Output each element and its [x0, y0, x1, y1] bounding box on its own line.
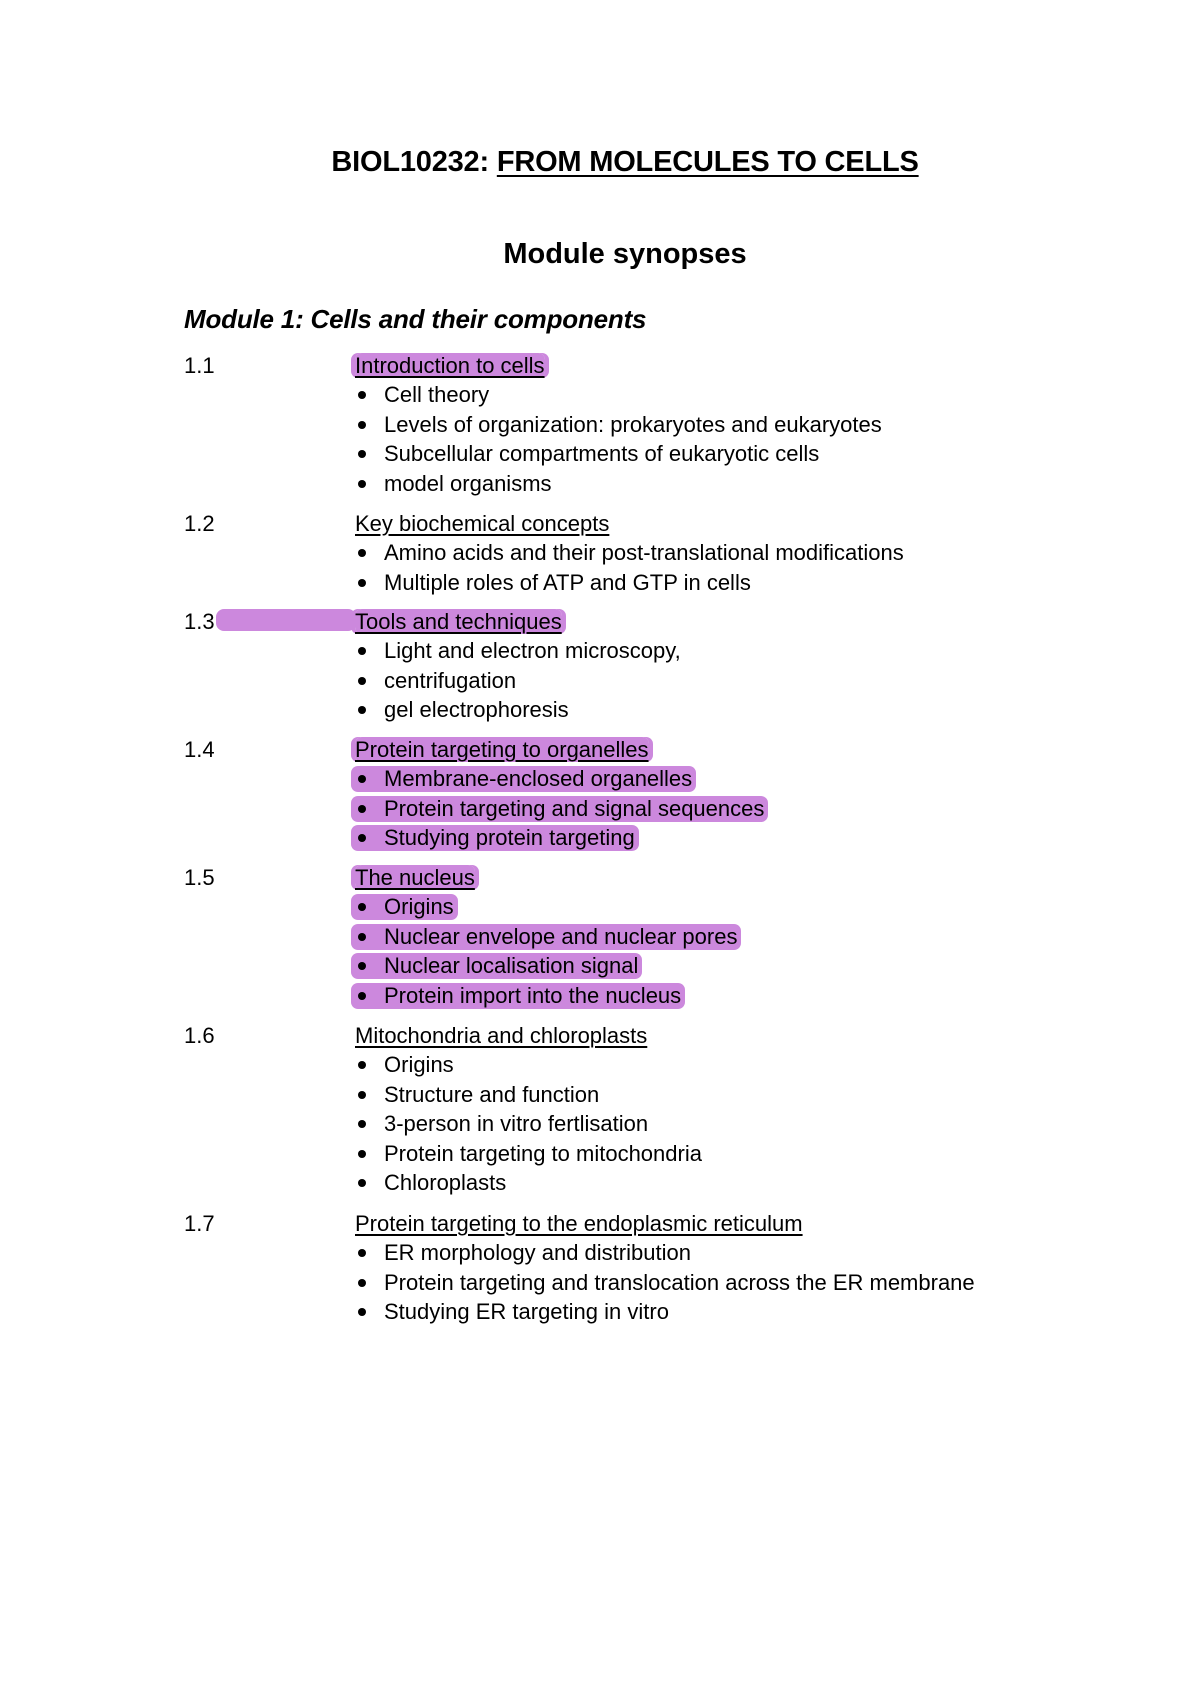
list-item	[355, 951, 737, 981]
course-code: BIOL10232:	[331, 146, 489, 178]
list-item-text: Protein import into the nucleus	[384, 982, 682, 1008]
bullet-icon	[358, 450, 366, 458]
bullet-icon	[358, 421, 366, 429]
list-item-text: Protein targeting to mitochondria	[384, 1140, 702, 1166]
bullet-icon	[358, 549, 366, 557]
section-number: 1.5	[184, 865, 215, 890]
section-number: 1.4	[184, 737, 215, 762]
list-item-body	[355, 894, 454, 920]
list-item	[355, 1109, 702, 1139]
section-bullet-list	[355, 892, 737, 1010]
list-item-text: Cell theory	[384, 382, 490, 407]
list-item-text: Levels of organization: prokaryotes and eukaryotes	[384, 411, 882, 437]
bullet-icon	[358, 579, 366, 587]
list-item-body	[355, 825, 635, 851]
list-item	[355, 1168, 702, 1198]
list-item-body	[355, 924, 737, 950]
section-title	[355, 1022, 647, 1050]
bullet-icon	[358, 480, 366, 488]
list-item-text: Origins	[384, 1052, 454, 1077]
section-title	[355, 510, 609, 538]
list-item-text: Nuclear localisation signal	[384, 953, 639, 978]
bullet-icon	[358, 647, 366, 655]
list-item-body	[355, 983, 681, 1009]
bullet-icon	[358, 1120, 366, 1128]
bullet-icon	[358, 992, 366, 1000]
section-title-text: Introduction to cells	[355, 353, 545, 378]
section-bullet-list	[355, 1238, 975, 1327]
section-bullet-list	[355, 380, 882, 498]
list-item-text: Nuclear envelope and nuclear pores	[384, 923, 738, 949]
list-item-text: Subcellular compartments of eukaryotic cells	[384, 441, 820, 466]
list-item-body	[355, 796, 764, 822]
list-item	[355, 981, 737, 1011]
list-item-text: gel electrophoresis	[384, 697, 569, 722]
bullet-icon	[358, 1308, 366, 1316]
list-item	[355, 1268, 975, 1298]
list-item	[355, 666, 681, 696]
bullet-icon	[358, 962, 366, 970]
list-item	[355, 636, 681, 666]
bullet-icon	[358, 1061, 366, 1069]
list-item-text: 3-person in vitro fertlisation	[384, 1111, 649, 1136]
section-title-text: Protein targeting to the endoplasmic reticulum	[355, 1211, 803, 1236]
section-title	[355, 864, 475, 892]
list-item	[355, 922, 737, 952]
list-item-body	[355, 953, 638, 979]
section-title	[355, 608, 562, 636]
list-item-text: Origins	[384, 894, 454, 919]
bullet-icon	[358, 933, 366, 941]
list-item-text: Studying protein targeting	[384, 825, 635, 850]
course-title	[0, 146, 1200, 179]
section-bullet-list	[355, 538, 904, 597]
list-item	[355, 1238, 975, 1268]
section-number: 1.3	[184, 609, 215, 634]
section-title-text: Mitochondria and chloroplasts	[355, 1023, 648, 1048]
list-item-text: Membrane-enclosed organelles	[384, 766, 693, 791]
section-number: 1.2	[184, 511, 215, 536]
list-item-text: Multiple roles of ATP and GTP in cells	[384, 569, 751, 595]
list-item	[355, 469, 882, 499]
bullet-icon	[358, 1179, 366, 1187]
section-bullet-list	[355, 636, 681, 725]
list-item	[355, 823, 764, 853]
list-item-text: Protein targeting and signal sequences	[384, 795, 765, 821]
course-name: FROM MOLECULES TO CELLS	[496, 146, 919, 178]
section-bullet-list	[355, 1050, 702, 1198]
section-number: 1.1	[184, 353, 215, 378]
list-item	[355, 1080, 702, 1110]
section-title-text: The nucleus	[355, 865, 475, 890]
list-item	[355, 410, 882, 440]
list-item-text: Structure and function	[384, 1081, 600, 1107]
section-title	[355, 1210, 803, 1238]
bullet-icon	[358, 1091, 366, 1099]
section-title	[355, 352, 545, 380]
bullet-icon	[358, 903, 366, 911]
list-item-text: Protein targeting and translocation across the ER membrane	[384, 1269, 975, 1295]
highlight-mark-1-3	[216, 609, 356, 631]
list-item-text: Amino acids and their post-translational modifications	[384, 540, 904, 565]
list-item-text: centrifugation	[384, 667, 517, 693]
list-item-body	[355, 766, 692, 792]
bullet-icon	[358, 1150, 366, 1158]
module-heading: Module 1: Cells and their components	[184, 304, 647, 334]
list-item	[355, 538, 904, 568]
bullet-icon	[358, 677, 366, 685]
section-number: 1.6	[184, 1023, 215, 1048]
section-title-text: Protein targeting to organelles	[355, 737, 649, 762]
bullet-icon	[358, 805, 366, 813]
list-item	[355, 1297, 975, 1327]
list-item	[355, 380, 882, 410]
bullet-icon	[358, 775, 366, 783]
list-item-text: model organisms	[384, 470, 552, 496]
bullet-icon	[358, 1279, 366, 1287]
section-title	[355, 736, 649, 764]
list-item	[355, 439, 882, 469]
bullet-icon	[358, 834, 366, 842]
list-item	[355, 568, 904, 598]
bullet-icon	[358, 1249, 366, 1257]
bullet-icon	[358, 391, 366, 399]
list-item	[355, 695, 681, 725]
list-item	[355, 794, 764, 824]
section-number: 1.7	[184, 1211, 215, 1236]
list-item-text: Studying ER targeting in vitro	[384, 1299, 669, 1324]
bullet-icon	[358, 706, 366, 714]
list-item	[355, 764, 764, 794]
list-item-text: Chloroplasts	[384, 1170, 507, 1195]
list-item	[355, 1050, 702, 1080]
section-bullet-list	[355, 764, 764, 853]
list-item	[355, 892, 737, 922]
list-item-text: Light and electron microscopy,	[384, 638, 681, 663]
section-title-text: Tools and techniques	[355, 609, 562, 634]
section-title-text: Key biochemical concepts	[355, 511, 610, 536]
page-subtitle: Module synopses	[503, 238, 747, 270]
list-item	[355, 1139, 702, 1169]
list-item-text: ER morphology and distribution	[384, 1240, 691, 1265]
